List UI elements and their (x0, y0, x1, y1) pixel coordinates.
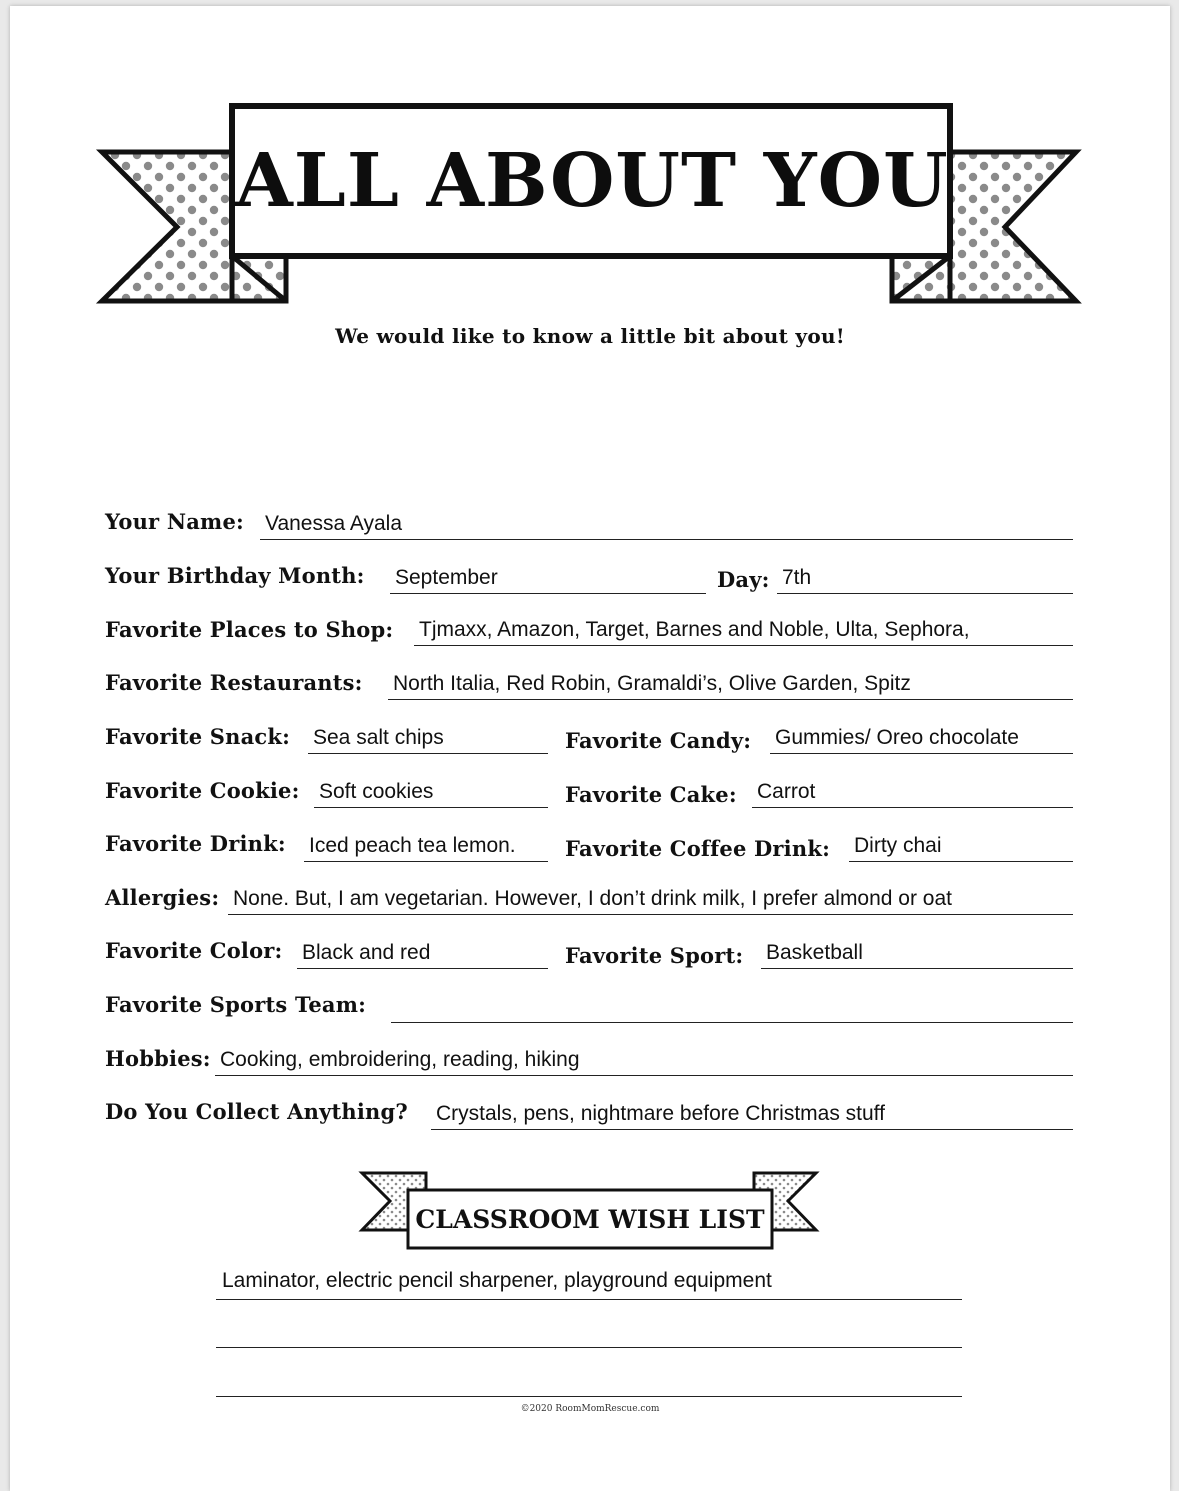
coffee-label: Favorite Coffee Drink: (565, 836, 831, 861)
cookie-label: Favorite Cookie: (105, 778, 300, 803)
hobbies-label: Hobbies: (105, 1046, 211, 1071)
candy-field[interactable]: Gummies/ Oreo chocolate (770, 724, 1073, 754)
cake-label: Favorite Cake: (565, 782, 737, 807)
page-subtitle: We would like to know a little bit about you! (335, 324, 845, 348)
birthday-day-label: Day: (717, 567, 770, 592)
wishlist-banner-graphic (10, 6, 1170, 1266)
restaurants-label: Favorite Restaurants: (105, 670, 363, 695)
cookie-field[interactable]: Soft cookies (314, 778, 548, 808)
drink-field[interactable]: Iced peach tea lemon. (304, 832, 548, 862)
worksheet-page (10, 6, 1170, 1491)
drink-label: Favorite Drink: (105, 831, 286, 856)
copyright-footer: ©2020 RoomMomRescue.com (520, 1404, 660, 1414)
shop-field[interactable]: Tjmaxx, Amazon, Target, Barnes and Noble, Ulta, Sephora, (414, 616, 1073, 646)
name-label: Your Name: (105, 509, 244, 534)
color-label: Favorite Color: (105, 938, 283, 963)
birthday-day-field[interactable]: 7th (777, 564, 1073, 594)
allergies-label: Allergies: (105, 885, 220, 910)
coffee-field[interactable]: Dirty chai (849, 832, 1073, 862)
collect-label: Do You Collect Anything? (105, 1099, 408, 1124)
shop-label: Favorite Places to Shop: (105, 617, 394, 642)
birthday-month-field[interactable]: September (390, 564, 706, 594)
cake-field[interactable]: Carrot (752, 778, 1073, 808)
birthday-month-label: Your Birthday Month: (105, 563, 365, 588)
color-field[interactable]: Black and red (297, 939, 548, 969)
candy-label: Favorite Candy: (565, 728, 752, 753)
name-field[interactable]: Vanessa Ayala (260, 510, 1073, 540)
snack-field[interactable]: Sea salt chips (308, 724, 548, 754)
team-label: Favorite Sports Team: (105, 992, 367, 1017)
sport-label: Favorite Sport: (565, 943, 744, 968)
sport-field[interactable]: Basketball (761, 939, 1073, 969)
wishlist-line-1[interactable]: Laminator, electric pencil sharpener, playground equipment (216, 1266, 962, 1300)
collect-field[interactable]: Crystals, pens, nightmare before Christmas stuff (431, 1100, 1073, 1130)
page-title: ALL ABOUT YOU (235, 138, 949, 224)
restaurants-field[interactable]: North Italia, Red Robin, Gramaldi’s, Olive Garden, Spitz (388, 670, 1073, 700)
wishlist-title: CLASSROOM WISH LIST (415, 1204, 765, 1234)
wishlist-line-3[interactable] (216, 1363, 962, 1397)
wishlist-line-2[interactable] (216, 1314, 962, 1348)
snack-label: Favorite Snack: (105, 724, 291, 749)
hobbies-field[interactable]: Cooking, embroidering, reading, hiking (215, 1046, 1073, 1076)
allergies-field[interactable]: None. But, I am vegetarian. However, I don’t drink milk, I prefer almond or oat (228, 885, 1073, 915)
